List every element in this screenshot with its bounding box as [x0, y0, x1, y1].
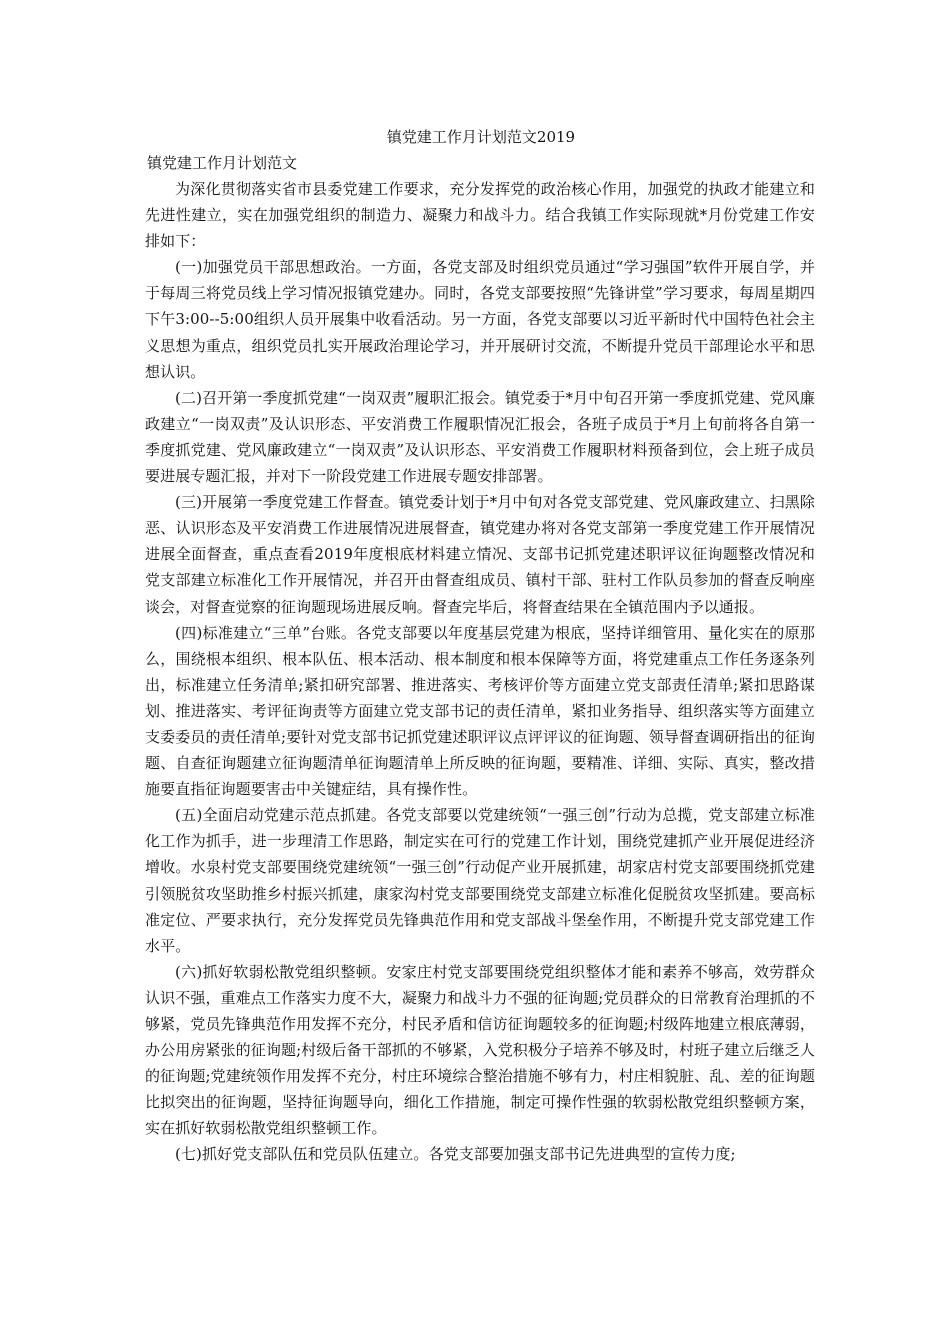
document-body [145, 124, 815, 1168]
paragraph-intro: 为深化贯彻落实省市县委党建工作要求，充分发挥党的政治核心作用，加强党的执政才能建立和先进性建立，实在加强党组织的制造力、凝聚力和战斗力。结合我镇工作实际现就*月份党建工作安排如下： [145, 180, 815, 251]
paragraph-item-6: (六)抓好软弱松散党组织整顿。安家庄村党支部要围绕党组织整体才能和素养不够高，效劳群众认识不强，重难点工作落实力度不大，凝聚力和战斗力不强的征询题;党员群众的日常教育治理抓的不够紧，党员先锋典范作用发挥不充分，村民矛盾和信访征询题较多的征询题;村级阵地建立根底薄弱，办公用房紧张的征询题;村级后备干部抓的不够紧，入党积极分子培养不够及时，村班子建立后继乏人的征询题;党建统领作用发挥不充分，村庄环境综合整治措施不够有力，村庄相貌脏、乱、差的征询题比拟突出的征询题，坚持征询题导向，细化工作措施，制定可操作性强的软弱松散党组织整顿方案，实在抓好软弱松散党组织整顿工作。 [145, 962, 815, 1138]
document-title: 镇党建工作月计划范文2019 [386, 128, 576, 146]
paragraph-item-2: (二)召开第一季度抓党建“一岗双责”履职汇报会。镇党委于*月中旬召开第一季度抓党建、党风廉政建立“一岗双责”及认识形态、平安消费工作履职情况汇报会，各班子成员于*月上旬前将各自第一季度抓党建、党风廉政建立“一岗双责”及认识形态、平安消费工作履职材料预备到位，会上班子成员要进展专题汇报，并对下一阶段党建工作进展专题安排部署。 [145, 388, 815, 486]
document-subtitle: 镇党建工作月计划范文 [147, 154, 298, 172]
paragraph-item-4: (四)标准建立“三单”台账。各党支部要以年度基层党建为根底，坚持详细管用、量化实在的原那么，围绕根本组织、根本队伍、根本活动、根本制度和根本保障等方面，将党建重点工作任务逐条列出，标准建立任务清单;紧扣研究部署、推进落实、考核评价等方面建立党支部责任清单;紧扣思路谋划、推进落实、考评征询责等方面建立党支部书记的责任清单，紧扣业务指导、组织落实等方面建立支委委员的责任清单;要针对党支部书记抓党建述职评议点评评议的征询题、领导督查调研指出的征询题、自查征询题建立征询题清单征询题清单上所反映的征询题，要精准、详细、实际、真实，整改措施要直指征询题要害击中关键症结，具有操作性。 [145, 623, 815, 799]
paragraph-item-5: (五)全面启动党建示范点抓建。各党支部要以党建统领“一强三创”行动为总揽，党支部建立标准化工作为抓手，进一步理清工作思路，制定实在可行的党建工作计划，围绕党建抓产业开展促进经济增收。水泉村党支部要围绕党建统领“一强三创”行动促产业开展抓建，胡家店村党支部要围绕抓党建引领脱贫攻坚助推乡村振兴抓建，康家沟村党支部要围绕党支部建立标准化促脱贫攻坚抓建。要高标准定位、严要求执行，充分发挥党员先锋典范作用和党支部战斗堡垒作用，不断提升党支部党建工作水平。 [145, 806, 815, 955]
paragraph-item-1: (一)加强党员干部思想政治。一方面，各党支部及时组织党员通过“学习强国”软件开展自学，并于每周三将党员线上学习情况报镇党建办。同时，各党支部要按照“先锋讲堂”学习要求，每周星期四下午3:00--5:00组织人员开展集中收看活动。另一方面，各党支部要以习近平新时代中国特色社会主义思想为重点，组织党员扎实开展政治理论学习，并开展研讨交流，不断提升党员干部理论水平和思想认识。 [145, 258, 815, 381]
paragraph-item-3: (三)开展第一季度党建工作督查。镇党委计划于*月中旬对各党支部党建、党风廉政建立、扫黑除恶、认识形态及平安消费工作进展情况进展督查，镇党建办将对各党支部第一季度党建工作开展情况进展全面督查，重点查看2019年度根底材料建立情况、支部书记抓党建述职评议征询题整改情况和党支部建立标准化工作开展情况，并召开由督查组成员、镇村干部、驻村工作队员参加的督查反响座谈会，对督查觉察的征询题现场进展反响。督查完毕后，将督查结果在全镇范围内予以通报。 [145, 493, 815, 616]
paragraph-item-7: (七)抓好党支部队伍和党员队伍建立。各党支部要加强支部书记先进典型的宣传力度; [175, 1145, 736, 1164]
